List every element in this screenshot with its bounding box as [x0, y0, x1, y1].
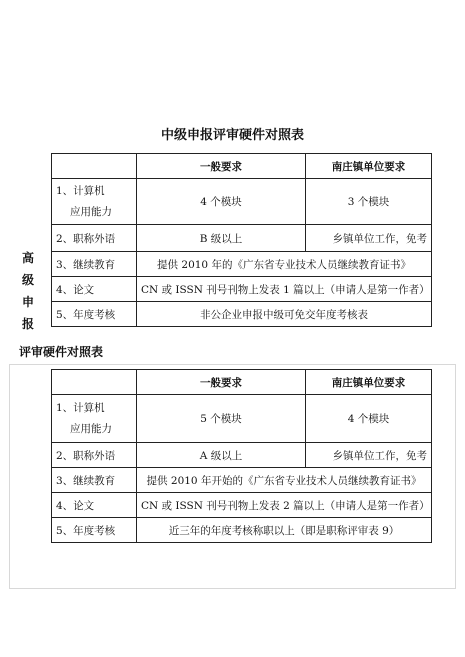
- table-row: [52, 395, 432, 443]
- general-requirement-cell: 5 个模块: [137, 395, 306, 443]
- intermediate-requirements-table: [51, 153, 432, 327]
- row-label-continuing-education: 3、继续教育: [52, 468, 137, 493]
- row-label-computer: [52, 179, 137, 225]
- row-label-line2: 应用能力: [70, 422, 112, 435]
- merged-requirement-cell: 近三年的年度考核称职以上（即是职称评审表 9）: [137, 518, 432, 543]
- row-label-paper: 4、论文: [52, 493, 137, 518]
- nanzhuang-requirement-cell: 3 个模块: [306, 179, 432, 225]
- header-empty-cell: [52, 154, 137, 179]
- document-title-intermediate: 中级申报评审硬件对照表: [160, 128, 304, 143]
- table-row: [52, 302, 432, 327]
- nanzhuang-requirement-cell: 4 个模块: [306, 395, 432, 443]
- vertical-title-char: 级: [21, 273, 34, 287]
- nanzhuang-requirement-cell: 乡镇单位工作，免考: [306, 443, 432, 468]
- row-label-foreign-language: 2、职称外语: [52, 443, 137, 468]
- row-label-paper: 4、论文: [52, 277, 137, 302]
- document-title-senior-vertical: [19, 247, 37, 335]
- row-label-annual-review: 5、年度考核: [52, 302, 137, 327]
- row-label-computer: [52, 395, 137, 443]
- header-nanzhuang-requirements: 南庄镇单位要求: [306, 154, 432, 179]
- row-label-annual-review: 5、年度考核: [52, 518, 137, 543]
- vertical-title-char: 高: [21, 251, 34, 265]
- general-requirement-cell: 4 个模块: [137, 179, 306, 225]
- table-row: [52, 518, 432, 543]
- merged-requirement-cell: 非公企业申报中级可免交年度考核表: [137, 302, 432, 327]
- table-row: [52, 493, 432, 518]
- merged-requirement-cell: CN 或 ISSN 刊号刊物上发表 2 篇以上（申请人是第一作者）: [137, 493, 432, 518]
- row-label-line1: 1、计算机: [56, 401, 105, 414]
- row-label-continuing-education: 3、继续教育: [52, 252, 137, 277]
- header-general-requirements: 一般要求: [137, 154, 306, 179]
- row-label-foreign-language: 2、职称外语: [52, 225, 137, 252]
- table-row: [52, 443, 432, 468]
- table-row: [52, 277, 432, 302]
- vertical-title-char: 报: [21, 317, 34, 331]
- row-label-line2: 应用能力: [70, 205, 112, 218]
- nanzhuang-requirement-cell: 乡镇单位工作，免考: [306, 225, 432, 252]
- header-nanzhuang-requirements: 南庄镇单位要求: [306, 370, 432, 395]
- general-requirement-cell: B 级以上: [137, 225, 306, 252]
- header-general-requirements: 一般要求: [137, 370, 306, 395]
- table-header-row: [52, 154, 432, 179]
- header-empty-cell: [52, 370, 137, 395]
- merged-requirement-cell: 提供 2010 年开始的《广东省专业技术人员继续教育证书》: [137, 468, 432, 493]
- vertical-title-char: 申: [21, 295, 34, 309]
- table-header-row: [52, 370, 432, 395]
- merged-requirement-cell: 提供 2010 年的《广东省专业技术人员继续教育证书》: [137, 252, 432, 277]
- merged-requirement-cell: CN 或 ISSN 刊号刊物上发表 1 篇以上（申请人是第一作者）: [137, 277, 432, 302]
- table-row: [52, 468, 432, 493]
- row-label-line1: 1、计算机: [56, 184, 105, 197]
- senior-requirements-table: [51, 369, 432, 543]
- general-requirement-cell: A 级以上: [137, 443, 306, 468]
- table-row: [52, 252, 432, 277]
- table-row: [52, 225, 432, 252]
- document-title-senior-rest: 评审硬件对照表: [19, 345, 104, 359]
- table-row: [52, 179, 432, 225]
